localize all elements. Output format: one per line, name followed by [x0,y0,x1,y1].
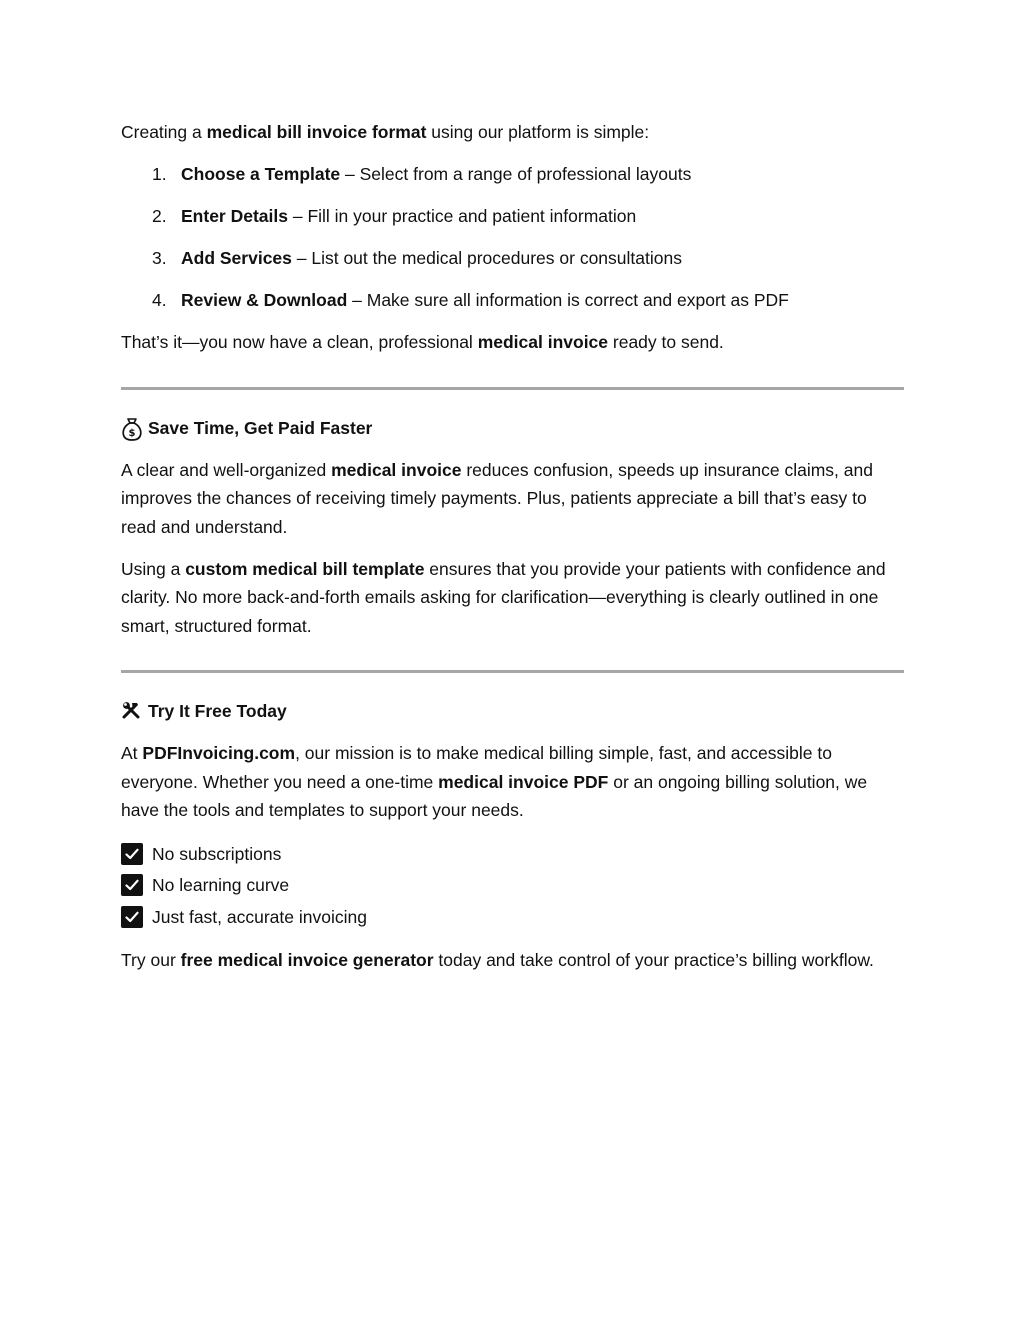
step-title: Choose a Template [181,164,341,184]
benefit-label: Just fast, accurate invoicing [152,906,367,927]
check-box-icon [121,906,143,928]
money-bag-icon [121,417,143,439]
paragraph-text-end: today and take control of your practice’s billing workflow. [433,949,874,970]
list-item [121,286,904,315]
paragraph-text-mid: , our mission is to make medical billing simple, fast, and accessible to everyone. Whether you need a one-time [121,743,832,792]
outro-text: That’s it—you now have a clean, professional [121,332,478,352]
list-item [121,838,904,870]
outro-paragraph [121,328,904,357]
list-item [121,244,904,273]
site-name-bold: PDFInvoicing.com [142,743,296,763]
paragraph-bold: custom medical bill template [185,558,425,579]
step-description: – Make sure all information is correct and export as PDF [347,290,789,310]
try-paragraph-2 [121,946,904,975]
intro-bold: medical bill invoice format [206,122,427,142]
document-page [121,118,904,974]
paragraph-bold: medical invoice PDF [438,771,609,792]
step-title: Add Services [181,248,292,268]
paragraph-text: Using a [121,558,186,579]
step-description: – List out the medical procedures or consultations [291,248,682,268]
section-heading-text: Try It Free Today [148,701,287,721]
intro-text: Creating a [121,122,207,142]
check-box-icon [121,874,143,896]
save-paragraph-1 [121,456,904,542]
paragraph-text-end: or an ongoing billing solution, we have the tools and templates to support your needs. [121,771,868,820]
section-heading-try-free [121,697,904,726]
paragraph-text-end: ensures that you provide your patients with confidence and clarity. No more back-and-forth emails asking for clarification—everything is clearly outlined in one smart, structured format. [121,558,886,636]
step-number: 3. [152,248,167,268]
intro-text-end: using our platform is simple: [426,122,650,142]
steps-list [121,160,904,315]
step-title: Enter Details [181,206,288,226]
list-item [121,901,904,933]
paragraph-text: A clear and well-organized [121,459,332,480]
paragraph-text-end: reduces confusion, speeds up insurance claims, and improves the chances of receiving timely payments. Plus, patients appreciate a bill that’s easy to read and understand. [121,459,873,537]
list-item [121,202,904,231]
outro-bold: medical invoice [477,332,609,352]
step-description: – Select from a range of professional layouts [340,164,692,184]
save-paragraph-2 [121,555,904,641]
list-item [121,160,904,189]
divider [121,670,904,673]
list-item [121,870,904,902]
check-box-icon [121,843,143,865]
outro-text-end: ready to send. [608,332,724,352]
paragraph-bold: medical invoice [331,459,462,480]
svg-text:$: $ [128,427,136,439]
paragraph-text: At [121,743,143,763]
paragraph-bold: free medical invoice generator [180,949,434,970]
section-heading-save-time [121,414,904,443]
step-number: 2. [152,206,167,226]
try-paragraph-1 [121,739,904,825]
hammer-wrench-icon [121,700,143,722]
benefit-label: No learning curve [152,875,290,895]
section-heading-text: Save Time, Get Paid Faster [148,417,373,438]
benefits-list [121,838,904,933]
step-title: Review & Download [181,290,348,310]
step-number: 4. [152,290,167,310]
divider [121,387,904,390]
step-number: 1. [152,164,167,184]
paragraph-text: Try our [121,949,181,970]
intro-paragraph [121,118,904,147]
benefit-label: No subscriptions [152,843,282,864]
step-description: – Fill in your practice and patient information [287,206,637,226]
